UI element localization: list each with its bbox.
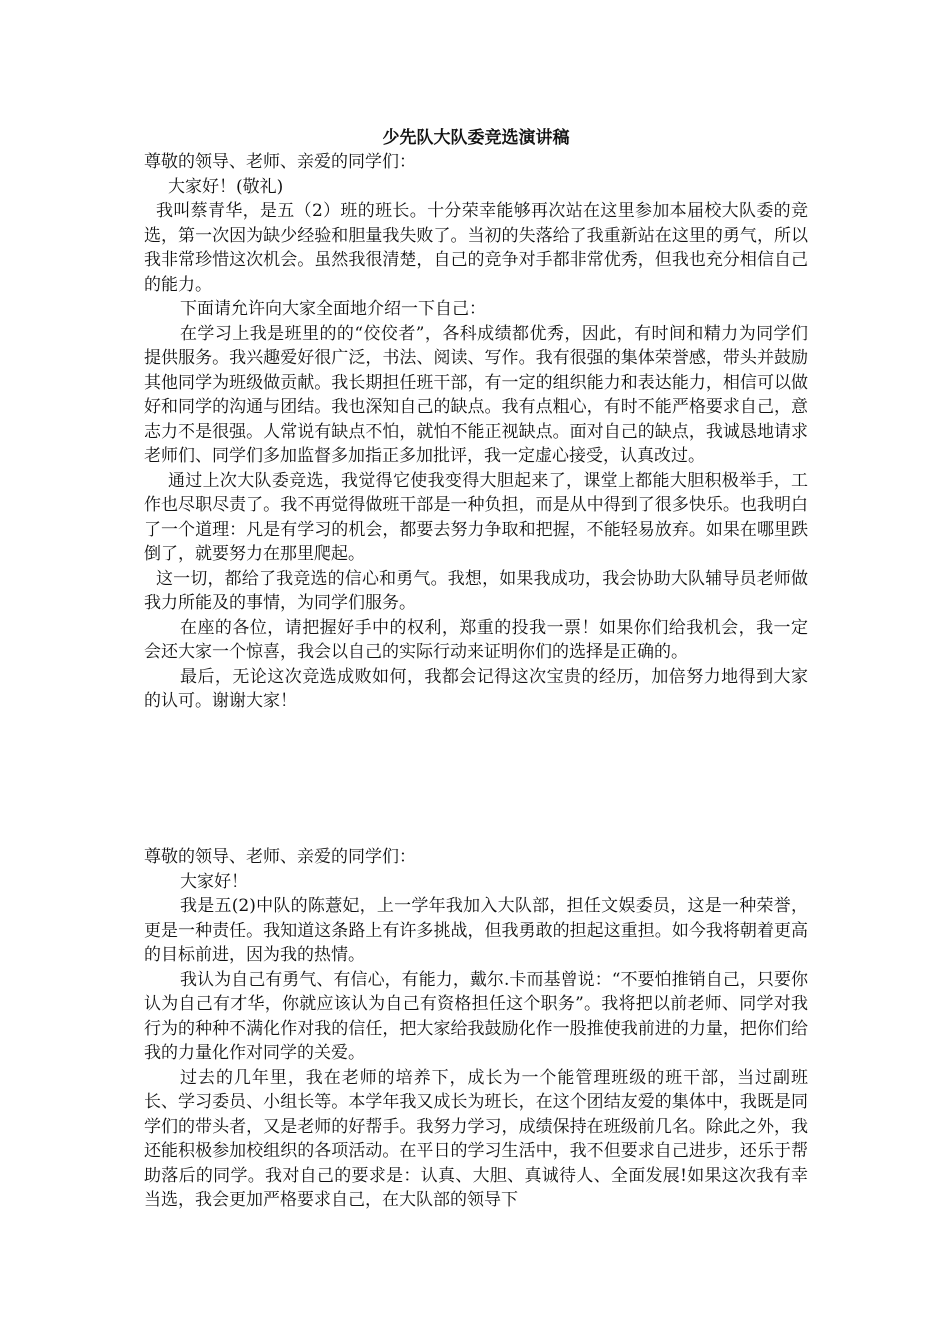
- paragraph: 我认为自己有勇气、有信心，有能力，戴尔.卡而基曾说：“不要怕推销自己，只要你认为自己有才华，你就应该认为自己有资格担任这个职务”。我将把以前老师、同学对我行为的种种不满化作对我的信任，把大家给我鼓励化作一股推使我前进的力量，把你们给我的力量化作对同学的关爱。: [144, 969, 808, 1063]
- salutation: 尊敬的领导、老师、亲爱的同学们：: [144, 152, 416, 172]
- paragraph: 下面请允许向大家全面地介绍一下自己：: [180, 299, 486, 319]
- salutation: 尊敬的领导、老师、亲爱的同学们：: [144, 847, 416, 867]
- speech-1: [144, 126, 808, 714]
- speech-2: [144, 845, 808, 1213]
- paragraph: 过去的几年里，我在老师的培养下，成长为一个能管理班级的班干部，当过副班长、学习委员、小组长等。本学年我又成长为班长，在这个团结友爱的集体中，我既是同学们的带头者，又是老师的好帮手。我努力学习，成绩保持在班级前几名。除此之外，我还能积极参加校组织的各项活动。在平日的学习生活中，我不但要求自己进步，还乐于帮助落后的同学。我对自己的要求是：认真、大胆、真诚待人、全面发展!如果这次我有幸当选，我会更加严格要求自己，在大队部的领导下: [144, 1067, 808, 1210]
- greeting: 大家好！(敬礼): [168, 176, 284, 197]
- paragraph: 这一切，都给了我竞选的信心和勇气。我想，如果我成功，我会协助大队辅导员老师做我力所能及的事情，为同学们服务。: [144, 568, 808, 613]
- paragraph: 我叫蔡青华，是五（2）班的班长。十分荣幸能够再次站在这里参加本届校大队委的竞选，第一次因为缺少经验和胆量我失败了。当初的失落给了我重新站在这里的勇气，所以我非常珍惜这次机会。虽然我很清楚，自己的竞争对手都非常优秀，但我也充分相信自己的能力。: [144, 201, 808, 295]
- document-title: 少先队大队委竞选演讲稿: [382, 128, 570, 148]
- paragraph: 最后，无论这次竞选成败如何，我都会记得这次宝贵的经历，加倍努力地得到大家的认可。谢谢大家！: [144, 666, 808, 711]
- paragraph: 在座的各位，请把握好手中的权利，郑重的投我一票！如果你们给我机会，我一定会还大家一个惊喜，我会以自己的实际行动来证明你们的选择是正确的。: [144, 617, 808, 662]
- paragraph: 在学习上我是班里的的“佼佼者”，各科成绩都优秀，因此，有时间和精力为同学们提供服务。我兴趣爱好很广泛，书法、阅读、写作。我有很强的集体荣誉感，带头并鼓励其他同学为班级做贡献。我长期担任班干部，有一定的组织能力和表达能力，相信可以做好和同学的沟通与团结。我也深知自己的缺点。我有点粗心，有时不能严格要求自己，意志力不是很强。人常说有缺点不怕，就怕不能正视缺点。面对自己的缺点，我诚恳地请求老师们、同学们多加监督多加指正多加批评，我一定虚心接受，认真改过。: [144, 323, 808, 466]
- paragraph: 我是五(2)中队的陈薏妃，上一学年我加入大队部，担任文娱委员，这是一种荣誉，更是一种责任。我知道这条路上有许多挑战，但我勇敢的担起这重担。如今我将朝着更高的目标前进，因为我的热情。: [144, 896, 808, 965]
- paragraph: 通过上次大队委竞选，我觉得它使我变得大胆起来了，课堂上都能大胆积极举手，工作也尽职尽责了。我不再觉得做班干部是一种负担，而是从中得到了很多快乐。也我明白了一个道理：凡是有学习的机会，都要去努力争取和把握，不能轻易放弃。如果在哪里跌倒了，就要努力在那里爬起。: [144, 470, 808, 564]
- greeting: 大家好！: [180, 871, 248, 892]
